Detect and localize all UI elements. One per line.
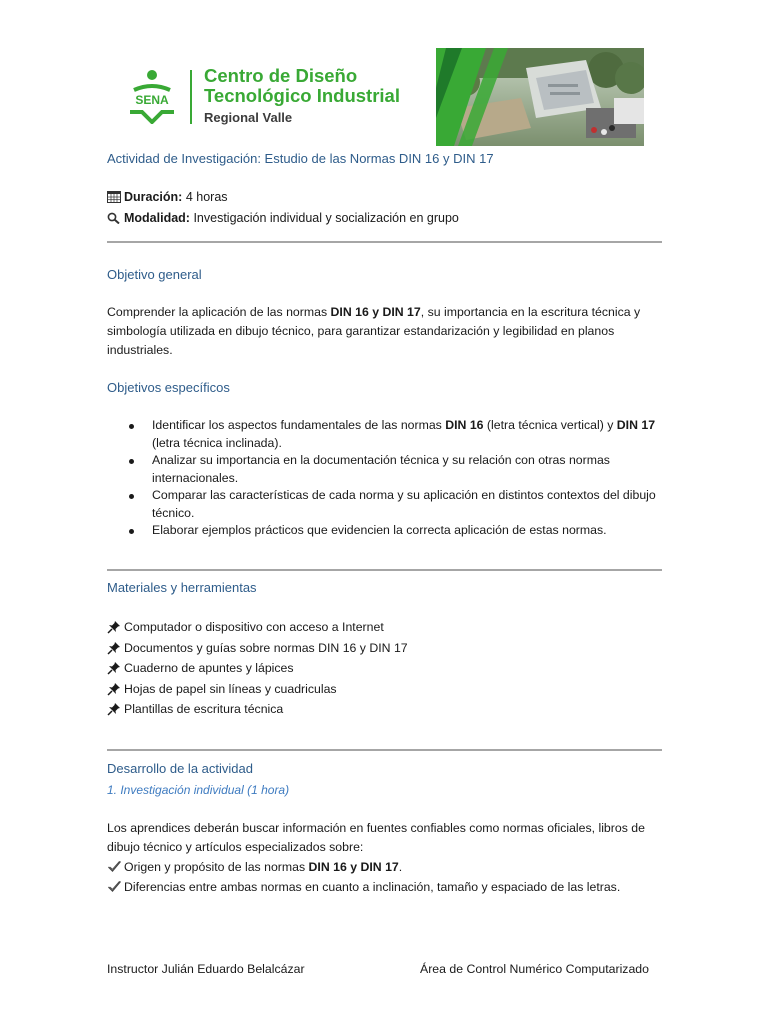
list-item: Diferencias entre ambas normas en cuanto a inclinación, tamaño y espaciado de las letras. [107,877,620,897]
duration-value: 4 horas [185,190,228,204]
pushpin-icon [107,620,121,634]
specific-objectives-heading: Objetivos específicos [107,380,230,395]
center-name-line2: Tecnológico Industrial [204,85,400,106]
list-item: Comparar las características de cada norma y su aplicación en distintos contextos del dibujo técnico. [107,487,662,522]
list-item: Plantillas de escritura técnica [107,699,408,720]
banner-divider [190,70,192,124]
development-subheading: 1. Investigación individual (1 hora) [107,783,290,797]
pushpin-icon [107,682,121,696]
center-name-line1: Centro de Diseño [204,65,358,86]
pushpin-icon [107,702,121,716]
campus-photo [436,48,644,146]
region-label: Regional Valle [204,110,293,125]
pushpin-icon [107,661,121,675]
development-intro: Los aprendices deberán buscar información en fuentes confiables como normas oficiales, libros de dibujo técnico y artículos especializados sobre: [107,821,645,854]
materials-list [107,617,408,720]
specific-objectives-list [107,417,662,540]
center-name [204,66,400,106]
development-heading: Desarrollo de la actividad [107,761,253,776]
list-item: Hojas de papel sin líneas y cuadriculas [107,679,408,700]
modality-label: Modalidad: [124,211,190,225]
modality-row [107,211,459,225]
list-item: Documentos y guías sobre normas DIN 16 y DIN 17 [107,638,408,659]
calendar-icon [107,191,121,203]
list-item: Origen y propósito de las normas DIN 16 y DIN 17. [107,857,620,877]
header-banner [124,48,644,146]
checkmark-icon [107,860,122,873]
list-item: Analizar su importancia en la documentación técnica y su relación con otras normas internacionales. [107,452,662,487]
section-divider [107,569,662,571]
pushpin-icon [107,641,121,655]
list-item: Identificar los aspectos fundamentales de las normas DIN 16 (letra técnica vertical) y DIN 17 (letra técnica inclinada). [107,417,662,452]
materials-heading: Materiales y herramientas [107,580,257,595]
sena-logo-text: SENA [135,93,169,107]
search-icon [107,212,121,224]
checkmark-icon [107,880,122,893]
footer-instructor: Instructor Julián Eduardo Belalcázar [107,962,305,976]
list-item: Computador o dispositivo con acceso a Internet [107,617,408,638]
list-item: Elaborar ejemplos prácticos que evidencien la correcta aplicación de estas normas. [107,522,662,540]
list-item: Cuaderno de apuntes y lápices [107,658,408,679]
section-divider [107,749,662,751]
general-objective-text: Comprender la aplicación de las normas DIN 16 y DIN 17, su importancia en la escritura técnica y simbología utilizada en dibujo técnico, para garantizar estandarización y legibilidad en planos industriales. [107,305,641,357]
section-divider [107,241,662,243]
modality-value: Investigación individual y socialización en grupo [193,211,459,225]
document-title: Actividad de Investigación: Estudio de las Normas DIN 16 y DIN 17 [107,151,494,166]
duration-label: Duración: [124,190,183,204]
duration-row [107,190,228,204]
sena-logo [124,68,180,124]
footer-area: Área de Control Numérico Computarizado [420,962,649,976]
general-objective-heading: Objetivo general [107,267,202,282]
research-checklist [107,857,620,897]
